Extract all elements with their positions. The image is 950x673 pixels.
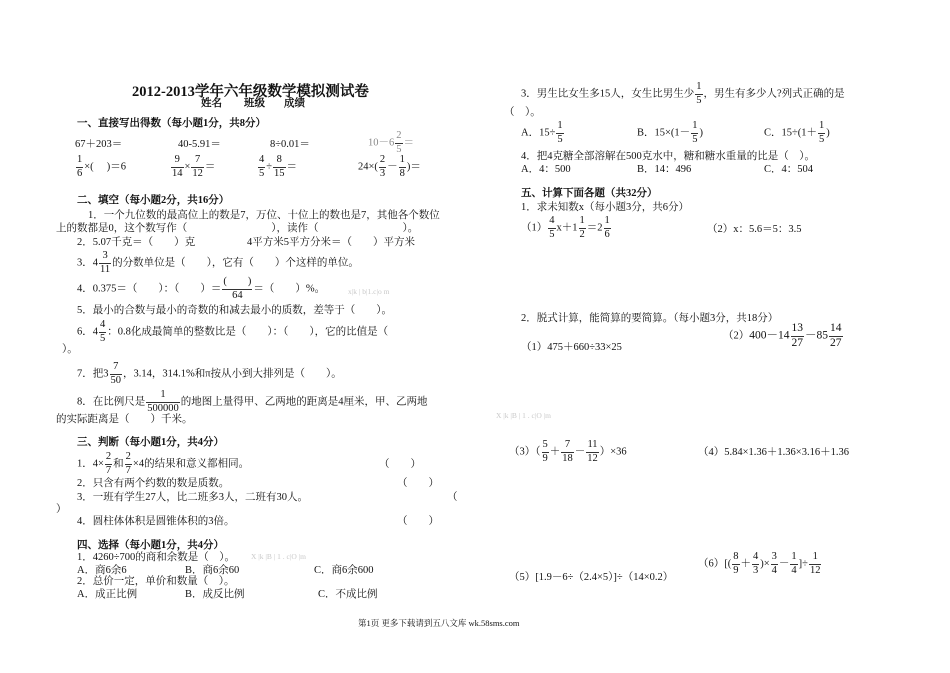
s2-q6: 6．4 $\frac{4}{5}$ ：0.8化成最简单的整数比是（ ）：（ ），它的比值是（ xyxy=(77,319,389,344)
s5-calc3: （3）（ $\frac{5}{9}$ ＋ $\frac{7}{18}$ － $\frac{11}{12}$ ）×36 xyxy=(509,439,627,464)
s5-calc4: （4）5.84×1.36＋1.36×3.16＋1.36 xyxy=(698,447,849,458)
s4-q1: 1．4260÷700的商和余数是（ ）。 xyxy=(77,552,236,563)
watermark-1: x|k | b|1.c|o m xyxy=(348,287,390,296)
s1-item-7: $\frac{4}{5}$ ÷ $\frac{8}{15}$ ＝ xyxy=(259,154,298,179)
s3-q3-answer-close: ） xyxy=(56,504,67,515)
s3-q4-answer-paren[interactable]: （ ） xyxy=(397,516,439,527)
s4-q3-option-c[interactable]: C．15÷(1＋ $\frac{1}{5}$ ) xyxy=(764,120,830,145)
s1-item-5: $\frac{1}{6}$ ×( )＝6 xyxy=(77,154,127,179)
s2-q1-line2: 上的数都是0，这个数写作（ ），读作（ ）。 xyxy=(56,223,419,234)
class-field-label: 班级 xyxy=(244,98,265,109)
section3-heading: 三、判断（每小题1分，共4分） xyxy=(77,437,224,448)
s2-q6-end: ）。 xyxy=(62,344,78,355)
s4-q1-option-b[interactable]: B．商6余60 xyxy=(185,565,240,576)
s4-q3-line2: （ ）。 xyxy=(504,107,541,118)
s5-calc5: （5）[1.9－6÷（2.4×5）]÷（14×0.2） xyxy=(509,572,674,583)
s4-q2: 2．总价一定，单价和数量（ ）。 xyxy=(77,576,235,587)
watermark-2: X |k |B | 1 . c|O |m xyxy=(251,552,307,561)
s2-q8: 8．在比例尺是 $\frac{1}{500000}$ 的地图上量得甲、乙两地的距离是4厘米，甲、乙两地 xyxy=(77,389,428,414)
s3-q2: 2．只含有两个约数的数是质数。 xyxy=(77,478,230,489)
s3-q3-answer-paren[interactable]: （ xyxy=(447,492,458,503)
s5-eq2: （2）x：5.6＝5：3.5 xyxy=(707,224,802,235)
s2-q2-part1: 2．5.07千克＝（ ）克 xyxy=(77,237,196,248)
s3-q1-answer-paren[interactable]: （ ） xyxy=(379,459,421,470)
s4-q4: 4．把4克糖全部溶解在500克水中，糖和糖水重量的比是（ ）。 xyxy=(521,151,815,162)
s5-calc2: （2）400－14 $\frac{13}{27}$ －85 $\frac{14}{27}$ xyxy=(723,322,842,349)
section1-heading: 一、直接写出得数（每小题1分，共8分） xyxy=(77,118,266,129)
s5-part1: 1．求未知数x（每小题3分，共6分） xyxy=(521,202,689,213)
s4-q3: 3．男生比女生多15人，女生比男生少 $\frac{1}{5}$ ，男生有多少人?列式正确的是 xyxy=(521,81,845,106)
s2-q5: 5．最小的合数与最小的奇数的和减去最小的质数，差等于（ ）。 xyxy=(77,305,392,316)
s4-q1-option-c[interactable]: C．商6余600 xyxy=(314,565,374,576)
s4-q2-option-c[interactable]: C．不成比例 xyxy=(318,589,378,600)
s4-q1-option-a[interactable]: A．商6余6 xyxy=(77,565,127,576)
s4-q2-option-a[interactable]: A．成正比例 xyxy=(77,589,138,600)
s4-q4-option-c[interactable]: C．4：504 xyxy=(764,164,814,175)
s5-calc6: （6）[( $\frac{8}{9}$ ＋ $\frac{4}{3}$ )× $\frac{3}{4}$ － $\frac{1}{4}$ ]÷ $\frac{1}{12}$ xyxy=(698,551,821,576)
s4-q4-option-b[interactable]: B．14：496 xyxy=(637,164,692,175)
s1-item-1: 67＋203＝ xyxy=(75,139,123,150)
s1-item-6: $\frac{9}{14}$ × $\frac{7}{12}$ ＝ xyxy=(172,154,216,179)
s1-item-4: 10－6 $\frac{2}{5}$ ＝ xyxy=(368,130,414,155)
s4-q3-option-b[interactable]: B．15×(1－ $\frac{1}{5}$ ) xyxy=(637,120,703,145)
s3-q1: 1．4× $\frac{2}{7}$ 和 $\frac{2}{7}$ ×4的结果和意义都相同。 xyxy=(77,451,250,476)
s2-q1-line1: 1．一个九位数的最高位上的数是7，万位、十位上的数也是7，其他各个数位 xyxy=(88,210,440,221)
s5-part2: 2．脱式计算，能简算的要简算。（每小题3分，共18分） xyxy=(521,313,779,324)
s2-q7: 7．把3 $\frac{7}{50}$ ，3.14，314.1%和π按从小到大排列是（ ）。 xyxy=(77,361,342,386)
s2-q2-part2: 4平方米5平方分米＝（ ）平方米 xyxy=(247,237,415,248)
s1-item-3: 8÷0.01＝ xyxy=(270,139,310,150)
s2-q8-line2: 的实际距离是（ ）千米。 xyxy=(56,414,193,425)
s4-q4-option-a[interactable]: A．4：500 xyxy=(521,164,571,175)
section5-heading: 五、计算下面各题（共32分） xyxy=(521,188,658,199)
section4-heading: 四、选择（每小题1分，共4分） xyxy=(77,540,224,551)
s2-q3: 3．4 $\frac{3}{11}$ 的分数单位是（ ），它有（ ）个这样的单位。 xyxy=(77,250,359,275)
s3-q4: 4．圆柱体体积是圆锥体积的3倍。 xyxy=(77,516,235,527)
s3-q3: 3．一班有学生27人，比二班多3人，二班有30人。 xyxy=(77,492,308,503)
page-footer: 第1页 更多下载请到五八文库 wk.58sms.com xyxy=(358,618,520,628)
s1-item-2: 40-5.91＝ xyxy=(178,139,221,150)
page-title: 2012-2013学年六年级数学模拟测试卷 xyxy=(132,84,369,100)
s2-q4: 4．0.375＝（ ）：（ ）＝ ( ) 64 ＝（ ）%。 xyxy=(77,276,326,301)
section2-heading: 二、填空（每小题2分，共16分） xyxy=(77,195,230,206)
s5-calc1: （1）475＋660÷33×25 xyxy=(521,342,622,353)
name-field-label: 姓名 xyxy=(201,98,222,109)
s3-q2-answer-paren[interactable]: （ ） xyxy=(397,478,439,489)
s1-item-8: 24×( $\frac{2}{3}$ － $\frac{1}{8}$ )＝ xyxy=(358,154,421,179)
s4-q3-option-a[interactable]: A．15÷ $\frac{1}{5}$ xyxy=(521,120,563,145)
score-field-label: 成绩 xyxy=(284,98,305,109)
s5-eq1: （1） $\frac{4}{5}$ x＋1 $\frac{1}{2}$ ＝2 $\frac{1}{6}$ xyxy=(521,215,610,240)
s4-q2-option-b[interactable]: B．成反比例 xyxy=(185,589,245,600)
watermark-3: X |k |B | 1 . c|O |m xyxy=(496,411,552,420)
